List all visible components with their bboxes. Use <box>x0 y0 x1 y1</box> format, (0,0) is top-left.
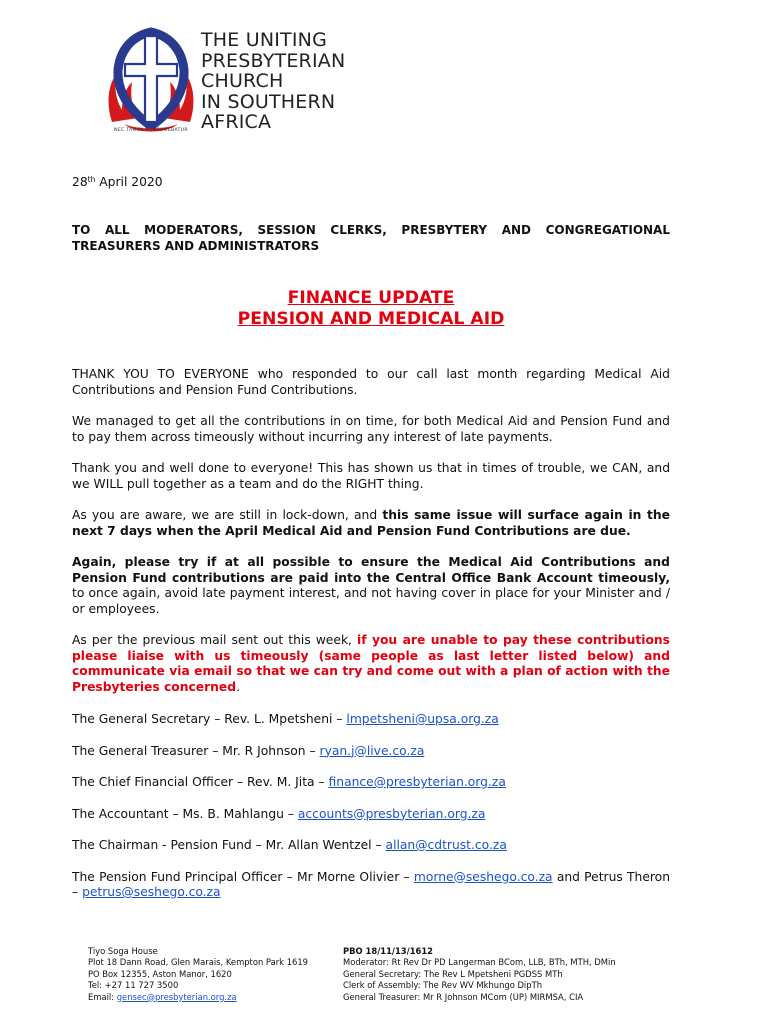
contact-email-link[interactable]: lmpetsheni@upsa.org.za <box>346 712 499 726</box>
date-suffix: th <box>87 175 96 184</box>
footer-line: Tiyo Soga House <box>88 946 158 956</box>
cross-emblem-icon <box>102 26 200 142</box>
contact-item <box>72 838 670 870</box>
contact-label: The Pension Fund Principal Officer – Mr Morne Olivier – <box>72 869 414 884</box>
footer-email-line <box>88 992 333 1003</box>
contact-list <box>72 712 670 901</box>
footer-email-label: Email: <box>88 991 117 1002</box>
contact-item <box>72 744 670 776</box>
church-name-line: IN SOUTHERN <box>201 90 336 113</box>
contact-email-link[interactable]: ryan.j@live.co.za <box>319 743 425 758</box>
paragraph-text: As you are aware, we are still in lock-down, and <box>72 508 383 522</box>
footer-line: PO Box 12355, Aston Manor, 1620 <box>88 968 232 979</box>
addressees-line: TREASURERS AND ADMINISTRATORS <box>72 238 320 253</box>
paragraph-text: . <box>236 679 240 694</box>
letter-date <box>72 175 670 191</box>
footer-line: Clerk of Assembly: The Rev WV Mkhungo DipTh <box>343 980 542 991</box>
paragraph-emphasis: Again, please try if at all possible to ensure the Medical Aid Contributions and Pension Fund contributions are paid into the Central Office Bank Account timeously, <box>72 555 670 585</box>
heading-line: FINANCE UPDATE <box>287 288 455 308</box>
contact-item <box>72 807 670 839</box>
contact-email-link[interactable]: finance@presbyterian.org.za <box>328 775 506 789</box>
footer-address <box>88 946 333 1003</box>
addressees <box>72 223 670 254</box>
contact-item <box>72 712 670 744</box>
paragraph-text: to once again, avoid late payment interest, and not having cover in place for your Minister and / or employees. <box>72 586 670 616</box>
contact-item <box>72 870 670 902</box>
church-name-line: AFRICA <box>201 111 272 134</box>
church-name-line: PRESBYTERIAN <box>201 49 346 72</box>
contact-item <box>72 775 670 807</box>
pbo-number: PBO 18/11/13/1612 <box>343 946 434 956</box>
church-logo <box>102 26 382 142</box>
footer-line: Tel: +27 11 727 3500 <box>88 980 179 991</box>
heading-line: PENSION AND MEDICAL AID <box>237 309 505 329</box>
paragraph-previous-mail <box>72 633 670 695</box>
contact-label: The Chief Financial Officer – Rev. M. Jita – <box>72 775 329 789</box>
footer-officers <box>343 946 663 1003</box>
church-name <box>201 30 345 133</box>
contact-email-link[interactable]: allan@cdtrust.co.za <box>385 838 507 852</box>
logo-motto: NEC TAMEN CONSUMEBATUR <box>114 128 188 133</box>
date-day: 28 <box>72 175 88 189</box>
contact-label: The Chairman - Pension Fund – Mr. Allan Wentzel – <box>72 838 386 852</box>
footer-line: General Treasurer: Mr R Johnson MCom (UP) MIRMSA, CIA <box>343 991 584 1002</box>
contact-label: The General Secretary – Rev. L. Mpetsheni – <box>72 712 347 726</box>
paragraph-again <box>72 555 670 617</box>
paragraph-warning: if you are unable to pay these contributions please liaise with us timeously (same people as last letter listed below) and communicate via email so that we can try and come out with a plan of action with the Presbyteries concerned <box>72 633 670 694</box>
footer-line: Plot 18 Dann Road, Glen Marais, Kempton Park 1619 <box>88 957 309 968</box>
paragraph-emphasis: this same issue will surface again in the next 7 days when the April Medical Aid and Pension Fund Contributions are due. <box>72 508 670 538</box>
contact-email-link[interactable]: accounts@presbyterian.org.za <box>297 806 486 821</box>
letter-heading <box>72 288 670 330</box>
paragraph-thanks: THANK YOU TO EVERYONE who responded to our call last month regarding Medical Aid Contributions and Pension Fund Contributions. <box>72 367 670 397</box>
church-name-line: THE UNITING <box>201 29 328 51</box>
church-name-line: CHURCH <box>201 70 284 93</box>
contact-email-link[interactable]: morne@seshego.co.za <box>413 869 553 884</box>
contact-label: The Accountant – Ms. B. Mahlangu – <box>72 806 298 821</box>
paragraph-well-done: Thank you and well done to everyone! This has shown us that in times of trouble, we CAN, and we WILL pull together as a team and do the RIGHT thing. <box>72 461 670 491</box>
contact-label: and Petrus Theron – <box>72 869 670 900</box>
footer-line: General Secretary: The Rev L Mpetsheni PGDSS MTh <box>343 968 563 979</box>
paragraph-managed: We managed to get all the contributions in on time, for both Medical Aid and Pension Fund and to pay them across timeously without incurring any interest of late payments. <box>72 414 670 444</box>
paragraph-text: As per the previous mail sent out this week, <box>72 633 357 647</box>
footer-line: Moderator: Rt Rev Dr PD Langerman BCom, LLB, BTh, MTH, DMin <box>343 957 616 968</box>
paragraph-lockdown <box>72 508 670 539</box>
date-rest: April 2020 <box>95 175 163 189</box>
footer-email-link[interactable]: gensec@presbyterian.org.za <box>116 991 237 1002</box>
addressees-line: TO ALL MODERATORS, SESSION CLERKS, PRESBYTERY AND CONGREGATIONAL <box>72 223 670 237</box>
contact-label: The General Treasurer – Mr. R Johnson – <box>72 743 320 758</box>
contact-email-link[interactable]: petrus@seshego.co.za <box>82 885 221 900</box>
